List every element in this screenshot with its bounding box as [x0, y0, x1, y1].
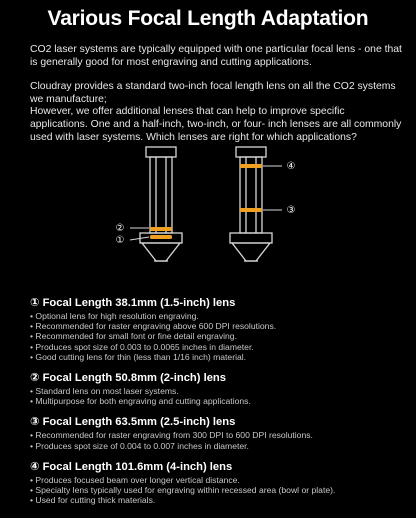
bullet-item: • Multipurpose for both engraving and cutting applications. [30, 396, 251, 407]
bullet-item: • Recommended for raster engraving above 600 DPI resolutions. [30, 321, 277, 332]
lens-2 [150, 235, 172, 239]
bullet-item: • Produces spot size of 0.004 to 0.007 inches in diameter. [30, 440, 249, 451]
section-heading: ① Focal Length 38.1mm (1.5-inch) lens [30, 297, 236, 309]
bullet-item: • Optional lens for high resolution engraving. [30, 311, 199, 321]
section-38mm-lens [30, 296, 410, 362]
label-3: ③ [286, 205, 296, 216]
bullet-item: • Used for cutting thick materials. [30, 495, 156, 506]
bullet-item: • Good cutting lens for thin (less than 1/16 inch) material. [30, 351, 247, 362]
section-101mm-lens [30, 460, 410, 506]
section-heading: ② Focal Length 50.8mm (2-inch) lens [30, 372, 226, 385]
bullet-list [30, 475, 410, 506]
label-1: ① [115, 235, 125, 246]
bullet-list [30, 430, 410, 450]
bullet-item: • Specialty lens typically used for engraving within recessed area (bowl or plate). [30, 485, 336, 496]
label-4: ④ [286, 161, 296, 172]
bullet-item: • Recommended for small font or fine detail engraving. [30, 331, 237, 342]
left-laser-head [140, 147, 182, 261]
right-tube-cap [236, 147, 266, 157]
section-50mm-lens [30, 371, 410, 406]
bullet-item: • Produces spot size of 0.003 to 0.0065 inches in diameter. [30, 341, 254, 352]
bullet-list [30, 311, 410, 362]
left-tube-body [150, 157, 172, 233]
bullet-item: • Standard lens on most laser systems. [30, 386, 179, 397]
label-2: ② [115, 223, 125, 234]
lens-4 [240, 164, 262, 168]
lens-tube-diagram [100, 142, 320, 290]
lens-3 [240, 208, 262, 212]
section-63mm-lens [30, 415, 410, 450]
left-nozzle-cone [142, 243, 180, 261]
left-tube-cap [146, 147, 176, 157]
right-nozzle-cone [232, 243, 270, 261]
intro-text [30, 44, 402, 144]
intro-paragraph-2b: However, we offer additional lenses that can help to improve specific applications. One and a half-inch, two-inch, or four- inch lenses are all commonly used with laser systems. Which lenses are right for which applications? [30, 106, 402, 143]
bullet-item: • Produces focused beam over longer vertical distance. [30, 474, 240, 485]
bullet-item: • Recommended for raster engraving from 300 DPI to 600 DPI resolutions. [30, 430, 313, 441]
right-nozzle-collar [230, 233, 272, 243]
intro-paragraph-2a: Cloudray provides a standard two-inch focal length lens on all the CO2 systems we manufacture; [30, 81, 396, 105]
lens-sections [30, 296, 410, 505]
section-heading: ④ Focal Length 101.6mm (4-inch) lens [30, 460, 233, 473]
section-heading: ③ Focal Length 63.5mm (2.5-inch) lens [30, 416, 236, 429]
right-tube-body [240, 157, 262, 233]
lens-1 [150, 227, 172, 231]
bullet-list [30, 386, 410, 406]
page-title: Various Focal Length Adaptation [47, 7, 369, 30]
intro-paragraph-1: CO2 laser systems are typically equipped with one particular focal lens - one that is generally good for most engraving and cutting applications. [30, 44, 402, 68]
